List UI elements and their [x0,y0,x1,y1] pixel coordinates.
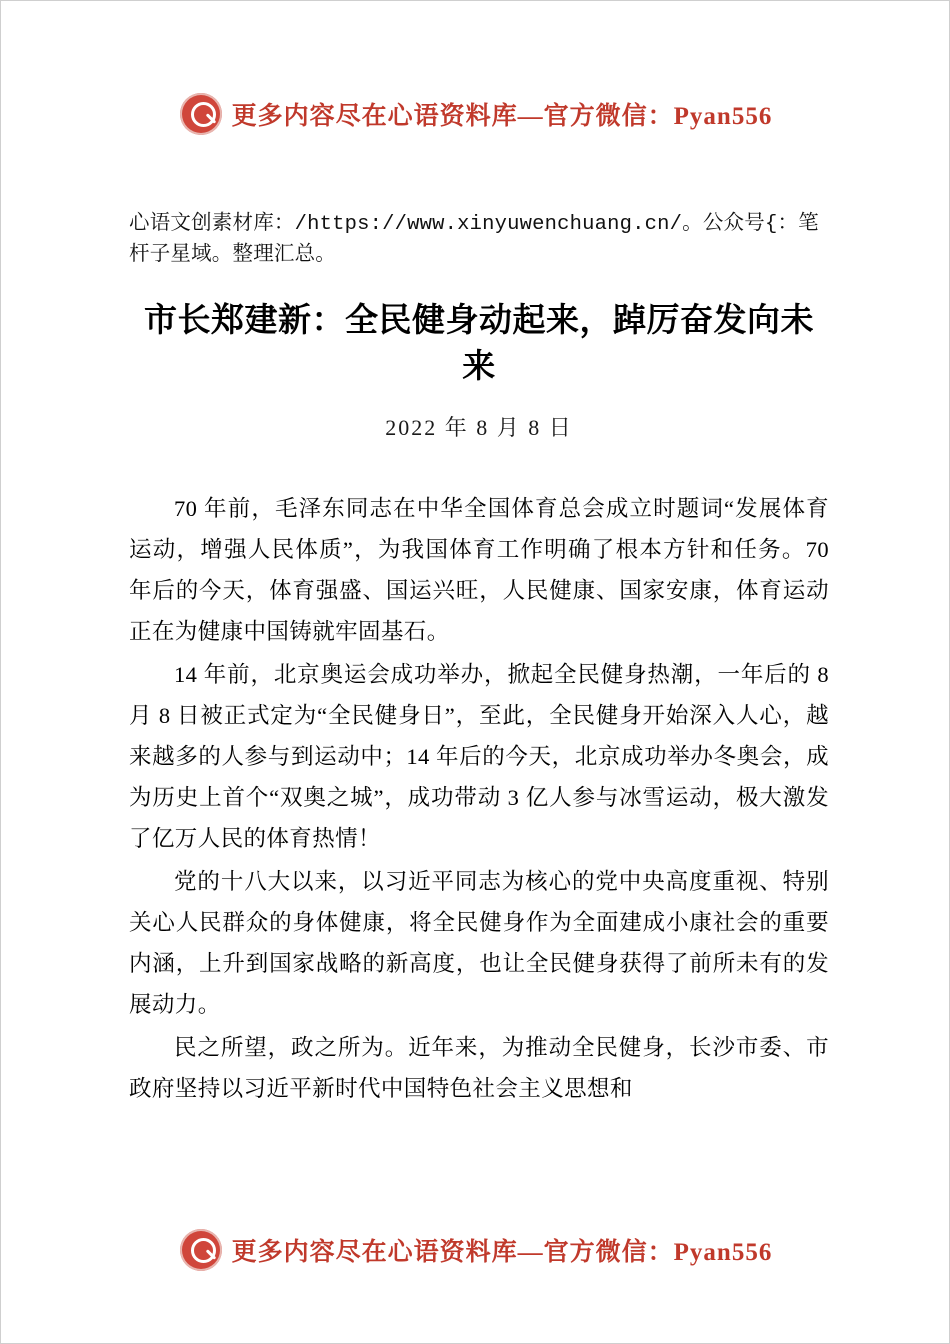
document-date: 2022 年 8 月 8 日 [385,415,573,441]
paragraph: 党的十八大以来，以习近平同志为核心的党中央高度重视、特别关心人民群众的身体健康，将全民健身作为全面建成小康社会的重要内涵，上升到国家战略的新高度，也让全民健身获得了前所未有的发展动力。 [129,869,829,1018]
paragraph: 70 年前，毛泽东同志在中华全国体育总会成立时题词“发展体育运动，增强人民体质”，为我国体育工作明确了根本方针和任务。70 年后的今天，体育强盛、国运兴旺，人民健康、国家安康，体育运动正在为健康中国铸就牢固基石。 [129,496,829,645]
document-body [129,488,829,1109]
paragraph: 14 年前，北京奥运会成功举办，掀起全民健身热潮，一年后的 8 月 8 日被正式定为“全民健身日”，至此，全民健身开始深入人心，越来越多的人参与到运动中；14 年后的今天，北京成功举办冬奥会，成为历史上首个“双奥之城”，成功带动 3 亿人参与冰雪运动，极大激发了亿万人民的体育热情！ [129,662,829,852]
page-title: 市长郑建新：全民健身动起来，踔厉奋发向未来 [144,301,814,384]
watermark-banner-bottom [1,1229,950,1271]
magnifier-logo-icon [180,93,222,135]
watermark-text: 更多内容尽在心语资料库—官方微信：Pyan556 [231,103,773,130]
magnifier-logo-icon [180,1229,222,1271]
paragraph: 民之所望，政之所为。近年来，为推动全民健身，长沙市委、市政府坚持以习近平新时代中国特色社会主义思想和 [129,1035,829,1102]
watermark-text: 更多内容尽在心语资料库—官方微信：Pyan556 [231,1239,773,1266]
watermark-banner-top [1,93,950,135]
document-content [129,209,829,1111]
source-attribution-line: 心语文创素材库：/https://www.xinyuwenchuang.cn/。公众号{：笔杆子星域。整理汇总。 [129,213,819,267]
